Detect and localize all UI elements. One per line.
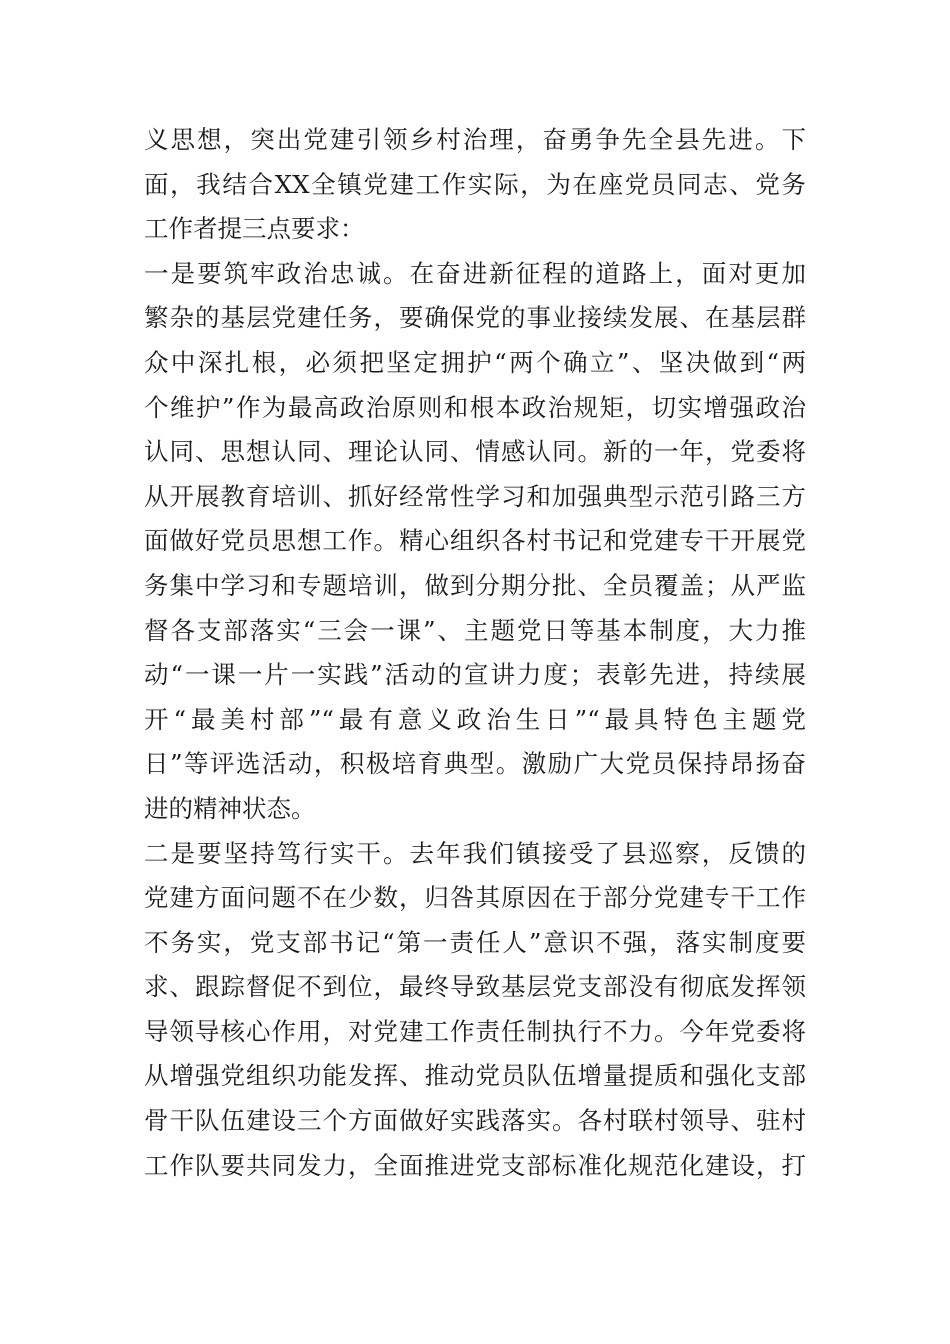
text-line: 工作队要共同发力，全面推进党支部标准化规范化建设，打 <box>144 1150 806 1180</box>
text-line: 求、跟踪督促不到位，最终导致基层党支部没有彻底发挥领 <box>144 972 806 1002</box>
text-line: 党建方面问题不在少数，归咎其原因在于部分党建专干工作 <box>144 883 806 913</box>
text-line: 不务实，党支部书记“第一责任人”意识不强，落实制度要 <box>144 927 806 957</box>
text-line: 日”等评选活动，积极培育典型。激励广大党员保持昂扬奋 <box>144 749 806 779</box>
paragraph-intro <box>144 118 806 252</box>
text-line: 导领导核心作用，对党建工作责任制执行不力。今年党委将 <box>144 1016 806 1046</box>
text-line: 督各支部落实“三会一课”、主题党日等基本制度，大力推 <box>144 615 806 645</box>
text-line: 义思想，突出党建引领乡村治理，奋勇争先全县先进。下 <box>144 125 806 154</box>
text-line: 众中深扎根，必须把坚定拥护“两个确立”、坚决做到“两 <box>144 347 806 377</box>
text-line: 面做好党员思想工作。精心组织各村书记和党建专干开展党 <box>144 526 806 556</box>
text-line: 个维护”作为最高政治原则和根本政治规矩，切实增强政治 <box>144 392 806 422</box>
text-line: 一是要筑牢政治忠诚。在奋进新征程的道路上，面对更加 <box>144 258 806 288</box>
paragraph-political-loyalty <box>144 252 806 832</box>
text-line: 认同、思想认同、理论认同、情感认同。新的一年，党委将 <box>144 437 806 467</box>
text-line: 工作者提三点要求： <box>144 214 365 244</box>
body-text <box>144 118 806 1188</box>
text-line: 面，我结合XX全镇党建工作实际，为在座党员同志、党务 <box>144 169 806 199</box>
text-line: 进的精神状态。 <box>144 793 316 823</box>
text-line: 骨干队伍建设三个方面做好实践落实。各村联村领导、驻村 <box>144 1106 806 1136</box>
text-line: 繁杂的基层党建任务，要确保党的事业接续发展、在基层群 <box>144 303 806 333</box>
text-line: 从开展教育培训、抓好经常性学习和加强典型示范引路三方 <box>144 481 806 511</box>
text-line: 开“最美村部”“最有意义政治生日”“最具特色主题党 <box>144 704 806 734</box>
text-line: 从增强党组织功能发挥、推动党员队伍增量提质和强化支部 <box>144 1061 806 1091</box>
paragraph-practical-work <box>144 832 806 1189</box>
text-line: 务集中学习和专题培训，做到分期分批、全员覆盖；从严监 <box>144 570 806 600</box>
text-line: 动“一课一片一实践”活动的宣讲力度；表彰先进，持续展 <box>144 660 806 690</box>
text-line: 二是要坚持笃行实干。去年我们镇接受了县巡察，反馈的 <box>144 838 806 868</box>
